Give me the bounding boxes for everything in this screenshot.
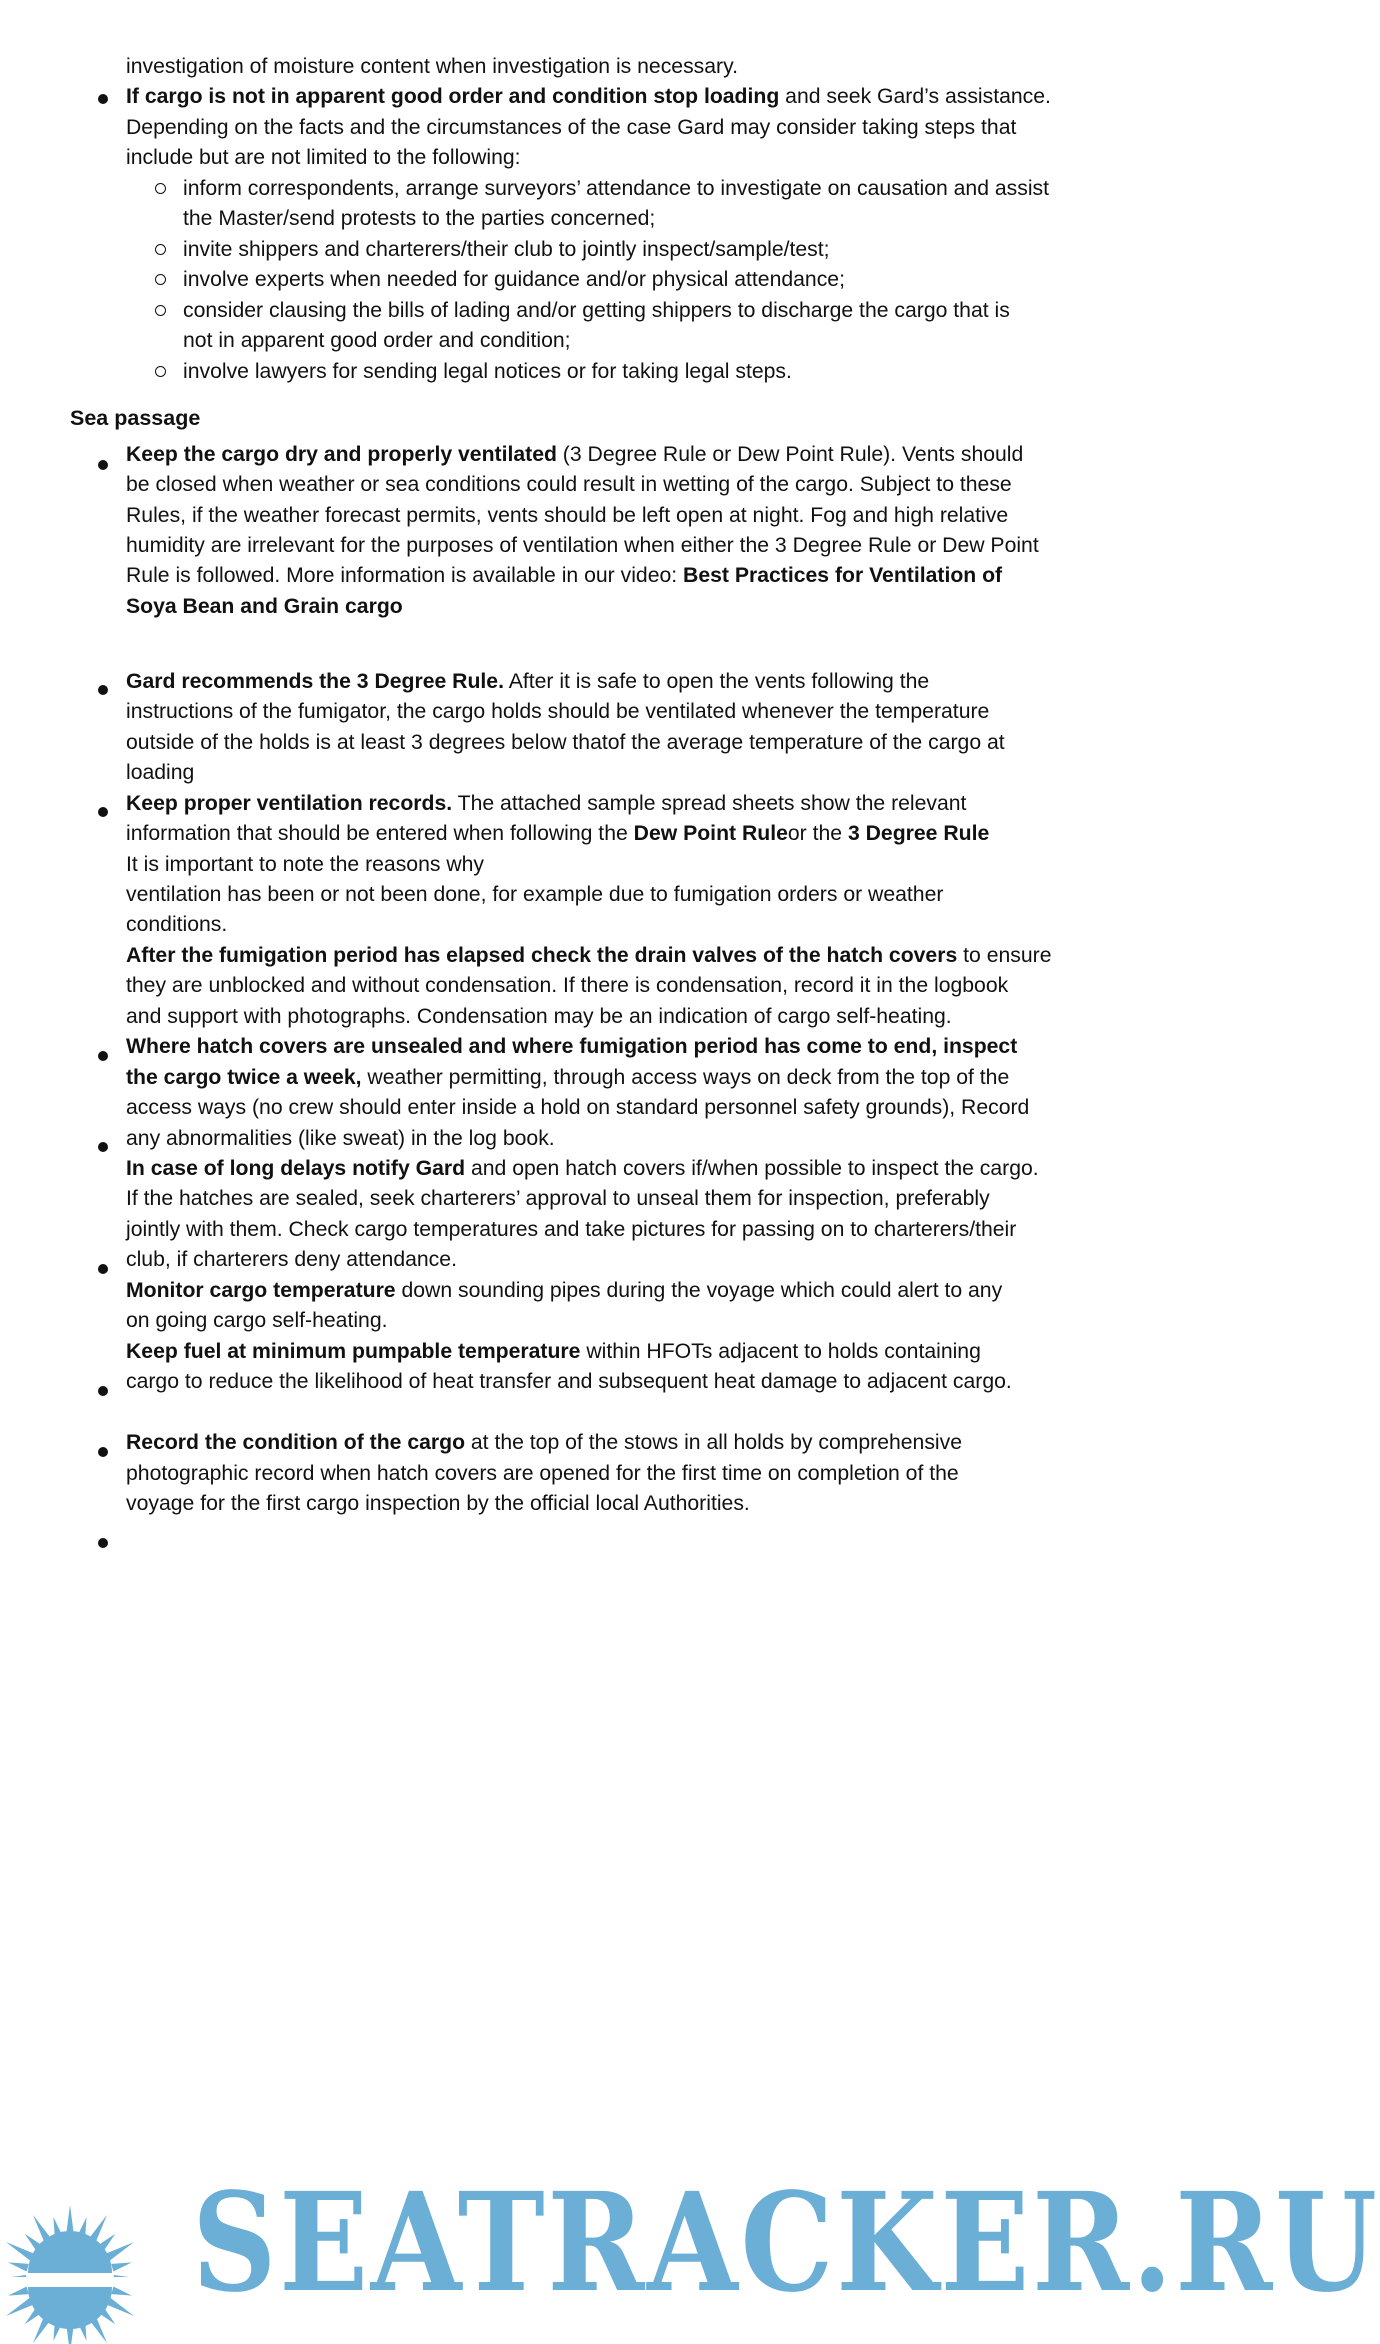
hatch-item: Where hatch covers are unsealed and where fumigation period has come to end, inspect: [126, 1035, 1018, 1058]
horizon-line: [0, 2277, 200, 2284]
sub-bullet: [155, 305, 166, 316]
sun-ray: [6, 2242, 34, 2261]
sun-ray: [106, 2297, 134, 2316]
sub-item: invite shippers and charterers/their club to jointly inspect/sample/test;: [183, 238, 830, 261]
bullet: [98, 94, 108, 104]
sun-disc: [28, 2231, 112, 2273]
bullet: [98, 1051, 108, 1061]
sun-ray: [8, 2287, 29, 2296]
bullet: [98, 1142, 108, 1152]
sun-ray: [111, 2262, 132, 2271]
fuel-item: Keep fuel at minimum pumpable temperature within HFOTs adjacent to holds containing: [126, 1340, 981, 1363]
bullet: [98, 1264, 108, 1274]
sun-ray: [106, 2242, 134, 2261]
video-link[interactable]: Best Practices for Ventilation of: [683, 564, 1003, 587]
sun-ray: [111, 2287, 132, 2296]
intro-line: investigation of moisture content when investigation is necessary.: [126, 55, 739, 78]
bullet: [98, 807, 108, 817]
ventilation-item: Keep the cargo dry and properly ventilated (3 Degree Rule or Dew Point Rule). Vents should: [126, 443, 1024, 466]
stop-loading-item: If cargo is not in apparent good order and condition stop loading and seek Gard’s assistance.: [126, 85, 1051, 108]
monitor-item: Monitor cargo temperature down sounding pipes during the voyage which could alert to any: [126, 1279, 1003, 1302]
sub-item: involve experts when needed for guidance and/or physical attendance;: [183, 268, 845, 291]
delay-item: In case of long delays notify Gard and open hatch covers if/when possible to inspect the cargo.: [126, 1157, 1039, 1180]
watermark-text: SEATRACKER.RU: [192, 2163, 1380, 2323]
records-item: Keep proper ventilation records. The attached sample spread sheets show the relevant: [126, 792, 967, 815]
three-degree-item: Gard recommends the 3 Degree Rule. After it is safe to open the vents following the: [126, 670, 930, 693]
record-item: Record the condition of the cargo at the top of the stows in all holds by comprehensive: [126, 1431, 963, 1454]
sub-bullet: [155, 183, 166, 194]
document-page: investigation of moisture content when investigation is necessary. If cargo is not in apparent good order and condition stop loading and seek Gard’s assistance. Depending on the facts and the circumstances of the case Gard may consider taking steps that include but are not limited to the following: inform correspondents, arrange surveyors’ attendance to investigate on causation and assist the Master/send protests to the parties concerned; invite shippers and charterers/their club to jointly inspect/sample/test; involve experts when needed for guidance and/or physical attendance; consider clausing the bills of lading and/or getting shippers to discharge the cargo that is not in apparent good order and condition; involve lawyers for sending legal notices or for taking legal steps. Sea passage Keep the cargo dry and properly ventilated (3 Degree Rule or Dew Point Rule). Vents should be closed when weather or sea conditions could result in wetting of the cargo. Subject to these Rules, if the weather forecast permits, vents should be left open at night. Fog and high relative humidity are irrelevant for the purposes of ventilation when either the 3 Degree Rule or Dew Point Rule is followed. More information is available in our video: Best Practices for Ventilation of Soya Bean and Grain cargo Gard recommends the 3 Degree Rule. After it is safe to open the vents following the instructions of the fumigator, the cargo holds should be ventilated whenever the temperature outside of the holds is at least 3 degrees below thatof the average temperature of the cargo at loading Keep proper ventilation records. The attached sample spread sheets show the relevant information that should be entered when following the Dew Point Ruleor the 3 Degree Rule It is important to note the reasons why ventilation has been or not been done, for example due to fumigation orders or weather conditions. After the fumigation period has elapsed check the drain valves of the hatch covers to ensure they are unblocked and without condensation. If there is condensation, record it in the logbook and support with photographs. Condensation may be an indication of cargo self-heating. Where hatch covers are unsealed and where fumigation period has come to end, inspect the cargo twice a week, weather permitting, through access ways on deck from the top of the access ways (no crew should enter inside a hold on standard personnel safety grounds), Record any abnormalities (like sweat) in the log book. In case of long delays notify Gard and open hatch covers if/when possible to inspect the cargo. If the hatches are sealed, seek charterers’ approval to unseal them for inspection, preferably jointly with them. Check cargo temperatures and take pictures for passing on to charterers/their club, if charterers deny attendance. Monitor cargo temperature down sounding pipes during the voyage which could alert to any on going cargo self-heating. Keep fuel at minimum pumpable temperature within HFOTs adjacent to holds containing cargo to reduce the likelihood of heat transfer and subsequent heat damage to adjacent cargo. Record the condition of the cargo at the top of the stows in all holds by comprehensive photographic record when hatch covers are opened for the first time on completion of the voyage for the first cargo inspection by the official local Authorities.: [0, 0, 1205, 2339]
sub-item: inform correspondents, arrange surveyors’ attendance to investigate on causation and assist: [183, 177, 1050, 200]
sub-bullet: [155, 274, 166, 285]
bullet: [98, 1386, 108, 1396]
sun-icon: [0, 2165, 200, 2339]
sun-ray: [66, 2205, 74, 2235]
sub-item: consider clausing the bills of lading and/or getting shippers to discharge the cargo that is: [183, 299, 1010, 322]
sub-item: involve lawyers for sending legal notices or for taking legal steps.: [183, 360, 792, 383]
bullet: [98, 460, 108, 470]
sun-reflection: [28, 2287, 112, 2329]
bullet: [98, 1447, 108, 1457]
video-link-cont[interactable]: Soya Bean and Grain cargo: [126, 595, 403, 618]
bullet-empty: [98, 1538, 108, 1548]
sun-ray: [6, 2297, 34, 2316]
section-heading: Sea passage: [70, 406, 201, 430]
sub-bullet: [155, 244, 166, 255]
bullet: [98, 685, 108, 695]
sun-ray: [8, 2262, 29, 2271]
sub-bullet: [155, 366, 166, 377]
